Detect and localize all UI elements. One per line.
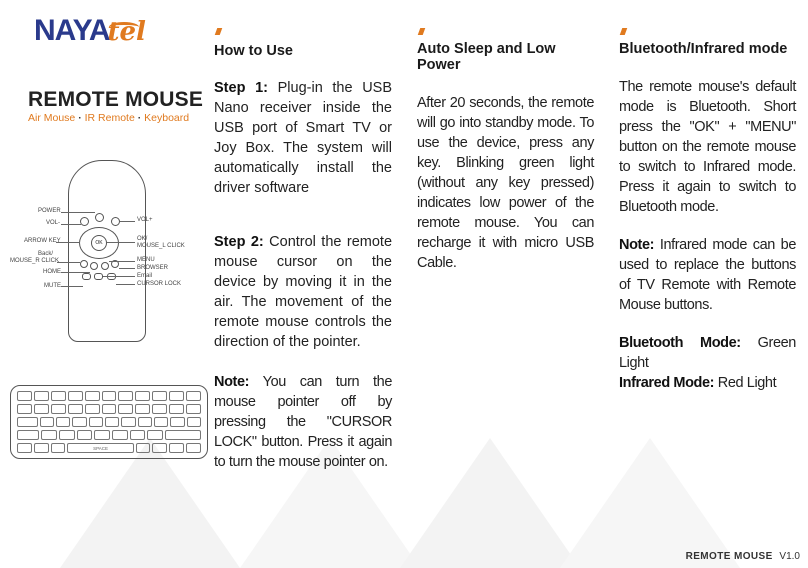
leader-line xyxy=(103,276,135,277)
auto-sleep-text: After 20 seconds, the remote will go into standby mode. To use the device, press any key. Blinking green light (without any key pressed) indicates low power of the remote mouse. You can recharge it with micro USB Cable. xyxy=(417,95,594,271)
how-to-use-section xyxy=(214,34,392,472)
ok-label: OK xyxy=(95,240,103,246)
label-arrow-key: ARROW KEY xyxy=(24,238,61,244)
bt-ir-heading: Bluetooth/Infrared mode xyxy=(619,41,788,57)
label-browser: BROWSER xyxy=(137,265,169,271)
vol-plus-icon xyxy=(111,217,120,226)
product-subtitle xyxy=(28,112,189,124)
step1-paragraph xyxy=(214,78,392,198)
bt-mode-line xyxy=(619,333,796,373)
keyboard-row xyxy=(17,430,201,440)
label-cursor-lock: CURSOR LOCK xyxy=(137,281,182,287)
background-shape xyxy=(400,438,580,568)
space-key-label: SPACE xyxy=(93,446,109,451)
leader-line xyxy=(119,268,135,269)
subtitle-separator: · xyxy=(78,112,82,124)
power-button-icon xyxy=(95,213,104,222)
footer-version: V1.0 xyxy=(779,551,800,562)
keyboard-row xyxy=(17,404,201,414)
keyboard-row xyxy=(17,391,201,401)
note-text: You can turn the mouse pointer off by pressing the "CURSOR LOCK" button. Press it again to turn the mouse pointer on. xyxy=(214,374,392,470)
logo-text-main: NAYA xyxy=(34,14,110,47)
back-icon xyxy=(80,260,88,268)
bt-mode-value: Green Light xyxy=(619,335,796,371)
subtitle-keyboard: Keyboard xyxy=(144,112,190,124)
ir-mode-line xyxy=(619,373,796,393)
bt-ir-note xyxy=(619,235,796,315)
how-to-use-heading: How to Use xyxy=(214,43,293,59)
keyboard-illustration xyxy=(10,385,208,459)
ok-button-icon xyxy=(91,235,107,251)
label-back: Back/ xyxy=(38,251,54,257)
remote-illustration xyxy=(10,160,210,355)
leader-line xyxy=(61,212,95,213)
leader-line xyxy=(61,286,83,287)
leader-line xyxy=(57,262,80,263)
bt-ir-note-text: Infrared mode can be used to replace the buttons of TV Remote with Remote Mouse buttons. xyxy=(619,237,796,313)
email-icon xyxy=(94,273,103,280)
leader-line xyxy=(109,261,135,262)
leader-line xyxy=(61,224,81,225)
logo-text-accent: tel xyxy=(107,17,146,47)
vol-minus-icon xyxy=(80,217,89,226)
keyboard-row xyxy=(17,417,201,427)
label-power: POWER xyxy=(38,208,61,214)
label-vol-minus: VOL- xyxy=(46,220,61,226)
bt-ir-section xyxy=(619,34,796,393)
auto-sleep-heading: Auto Sleep and Low Power xyxy=(417,41,556,73)
label-ok: OK/ xyxy=(137,236,148,242)
label-mute: MUTE xyxy=(44,283,61,289)
product-title: REMOTE MOUSE xyxy=(28,88,204,111)
footer-title: REMOTE MOUSE xyxy=(685,551,773,562)
step2-text: Control the remote mouse cursor on the device by moving it in the air. The movement of the remote mouse controls the direction of the pointer. xyxy=(214,234,393,350)
label-mouse-r-click: MOUSE_R CLICK xyxy=(10,258,60,264)
background-shape xyxy=(560,438,740,568)
brand-logo xyxy=(34,14,146,54)
step1-label: Step 1: xyxy=(214,80,268,96)
accent-tick xyxy=(418,28,426,35)
leader-line xyxy=(56,242,80,243)
label-menu: MENU xyxy=(137,257,155,263)
auto-sleep-section xyxy=(417,34,594,273)
ir-mode-label: Infrared Mode: xyxy=(619,375,715,391)
bt-ir-note-label: Note: xyxy=(619,237,655,253)
step2-label: Step 2: xyxy=(214,234,264,250)
accent-tick xyxy=(620,28,628,35)
mute-icon xyxy=(82,273,91,280)
step1-text: Plug-in the USB Nano receiver inside the USB port of Smart TV or Joy Box. The system will automatically install the driver software xyxy=(214,80,393,196)
keyboard-row xyxy=(17,443,201,453)
subtitle-air-mouse: Air Mouse xyxy=(28,112,76,124)
leader-line xyxy=(107,242,135,243)
note-label: Note: xyxy=(214,374,250,390)
footer xyxy=(686,551,800,562)
accent-tick xyxy=(215,28,223,35)
label-vol-plus: VOL+ xyxy=(137,217,153,223)
leader-line xyxy=(120,221,135,222)
label-home: HOME xyxy=(43,269,61,275)
ir-mode-value: Red Light xyxy=(717,375,777,391)
leader-line xyxy=(116,284,135,285)
menu-icon xyxy=(101,262,109,270)
subtitle-ir-remote: IR Remote xyxy=(84,112,135,124)
bt-mode-label: Bluetooth Mode: xyxy=(619,335,741,351)
bt-ir-text: The remote mouse's default mode is Bluetooth. Short press the "OK" + "MENU" button on the remote mouse to switch to Infrared mode. Press it again to switch to Bluetooth mode. xyxy=(619,79,796,215)
note-paragraph xyxy=(214,372,392,472)
home-icon xyxy=(90,262,98,270)
logo-swoosh xyxy=(109,22,139,32)
label-email: Email xyxy=(137,273,153,279)
subtitle-separator: · xyxy=(137,112,142,124)
step2-paragraph xyxy=(214,232,392,352)
label-mouse-l-click: MOUSE_L CLICK xyxy=(137,243,185,249)
leader-line xyxy=(61,272,90,273)
